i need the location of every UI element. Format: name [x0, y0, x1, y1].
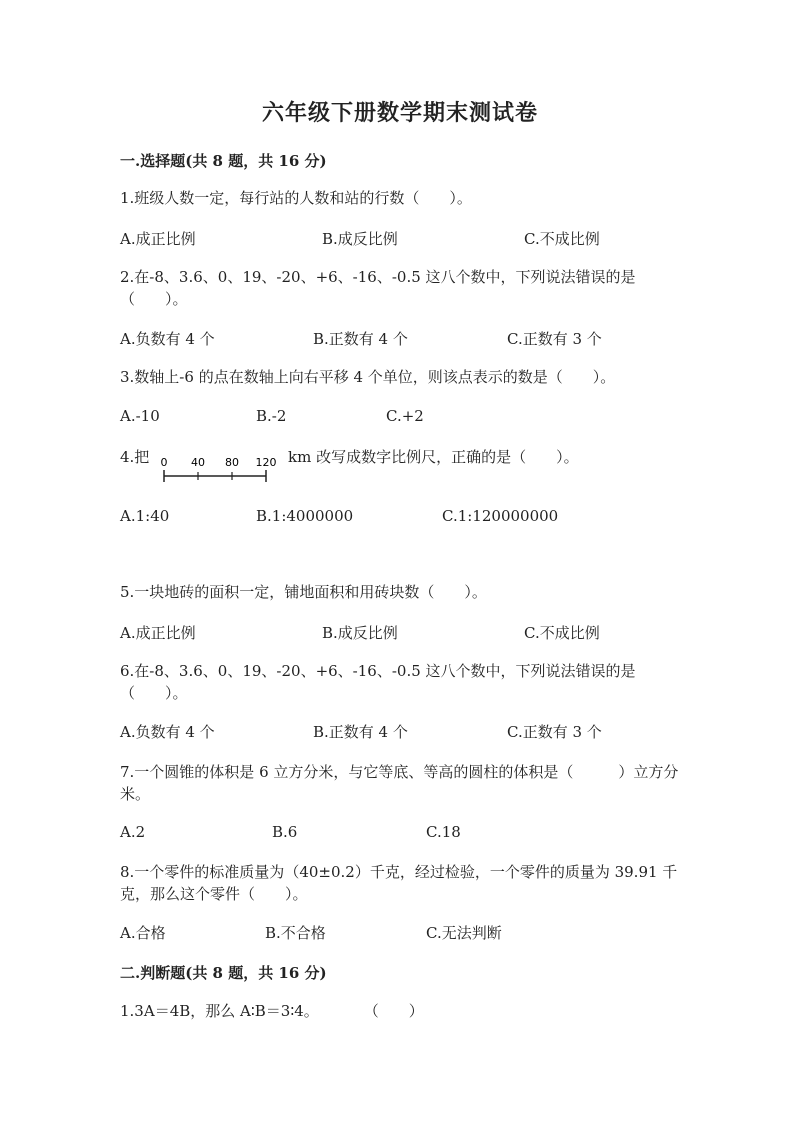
q1-option-b[interactable]: B.成反比例 [322, 230, 398, 248]
q4-option-b[interactable]: B.1:4000000 [256, 507, 354, 525]
question-4-tail: km 改写成数字比例尺，正确的是（ ）。 [288, 448, 579, 466]
q4-option-a[interactable]: A.1:40 [120, 507, 170, 525]
question-6: 6.在-8、3.6、0、19、-20、+6、-16、-0.5 这八个数中，下列说法错误的是（ ）。 [120, 662, 636, 702]
page-title: 六年级下册数学期末测试卷 [261, 100, 538, 126]
scale-label-80: 80 [225, 456, 239, 469]
q7-option-a[interactable]: A.2 [120, 823, 146, 841]
q5-option-a[interactable]: A.成正比例 [120, 624, 196, 642]
question-1: 1.班级人数一定，每行站的人数和站的行数（ ）。 [120, 189, 472, 207]
q6-option-c[interactable]: C.正数有 3 个 [507, 723, 602, 741]
section-heading-choice: 一.选择题(共 8 题，共 16 分) [120, 152, 327, 170]
judgement-question-1: 1.3A＝4B，那么 A∶B＝3∶4。 （ ） [120, 1002, 424, 1020]
q8-option-a[interactable]: A.合格 [120, 924, 166, 942]
question-8: 8.一个零件的标准质量为（40±0.2）千克，经过检验，一个零件的质量为 39.91 千克，那么这个零件（ ）。 [120, 863, 678, 903]
q6-option-b[interactable]: B.正数有 4 个 [313, 723, 408, 741]
q8-option-b[interactable]: B.不合格 [265, 924, 326, 942]
question-4-lead: 4.把 [120, 448, 150, 466]
question-5: 5.一块地砖的面积一定，铺地面积和用砖块数（ ）。 [120, 583, 487, 601]
q4-option-c[interactable]: C.1:120000000 [442, 507, 559, 525]
section-heading-judgement: 二.判断题(共 8 题，共 16 分) [120, 964, 327, 982]
question-3: 3.数轴上-6 的点在数轴上向右平移 4 个单位，则该点表示的数是（ ）。 [120, 368, 616, 386]
q8-option-c[interactable]: C.无法判断 [426, 924, 502, 942]
q7-option-c[interactable]: C.18 [426, 823, 461, 841]
q3-option-c[interactable]: C.+2 [386, 407, 424, 425]
question-2: 2.在-8、3.6、0、19、-20、+6、-16、-0.5 这八个数中，下列说法错误的是（ ）。 [120, 268, 636, 308]
scale-label-0: 0 [160, 456, 168, 469]
q3-option-b[interactable]: B.-2 [256, 407, 287, 425]
q2-option-a[interactable]: A.负数有 4 个 [120, 330, 215, 348]
q5-option-b[interactable]: B.成反比例 [322, 624, 398, 642]
scale-label-40: 40 [191, 456, 205, 469]
q2-option-c[interactable]: C.正数有 3 个 [507, 330, 602, 348]
q2-option-b[interactable]: B.正数有 4 个 [313, 330, 408, 348]
question-7: 7.一个圆锥的体积是 6 立方分米，与它等底、等高的圆柱的体积是（ ）立方分米。 [120, 763, 679, 803]
q5-option-c[interactable]: C.不成比例 [524, 624, 600, 642]
q1-option-a[interactable]: A.成正比例 [120, 230, 196, 248]
q7-option-b[interactable]: B.6 [272, 823, 298, 841]
q1-option-c[interactable]: C.不成比例 [524, 230, 600, 248]
scale-label-120: 120 [255, 456, 277, 469]
q3-option-a[interactable]: A.-10 [120, 407, 160, 425]
q6-option-a[interactable]: A.负数有 4 个 [120, 723, 215, 741]
scale-bar [158, 452, 288, 486]
